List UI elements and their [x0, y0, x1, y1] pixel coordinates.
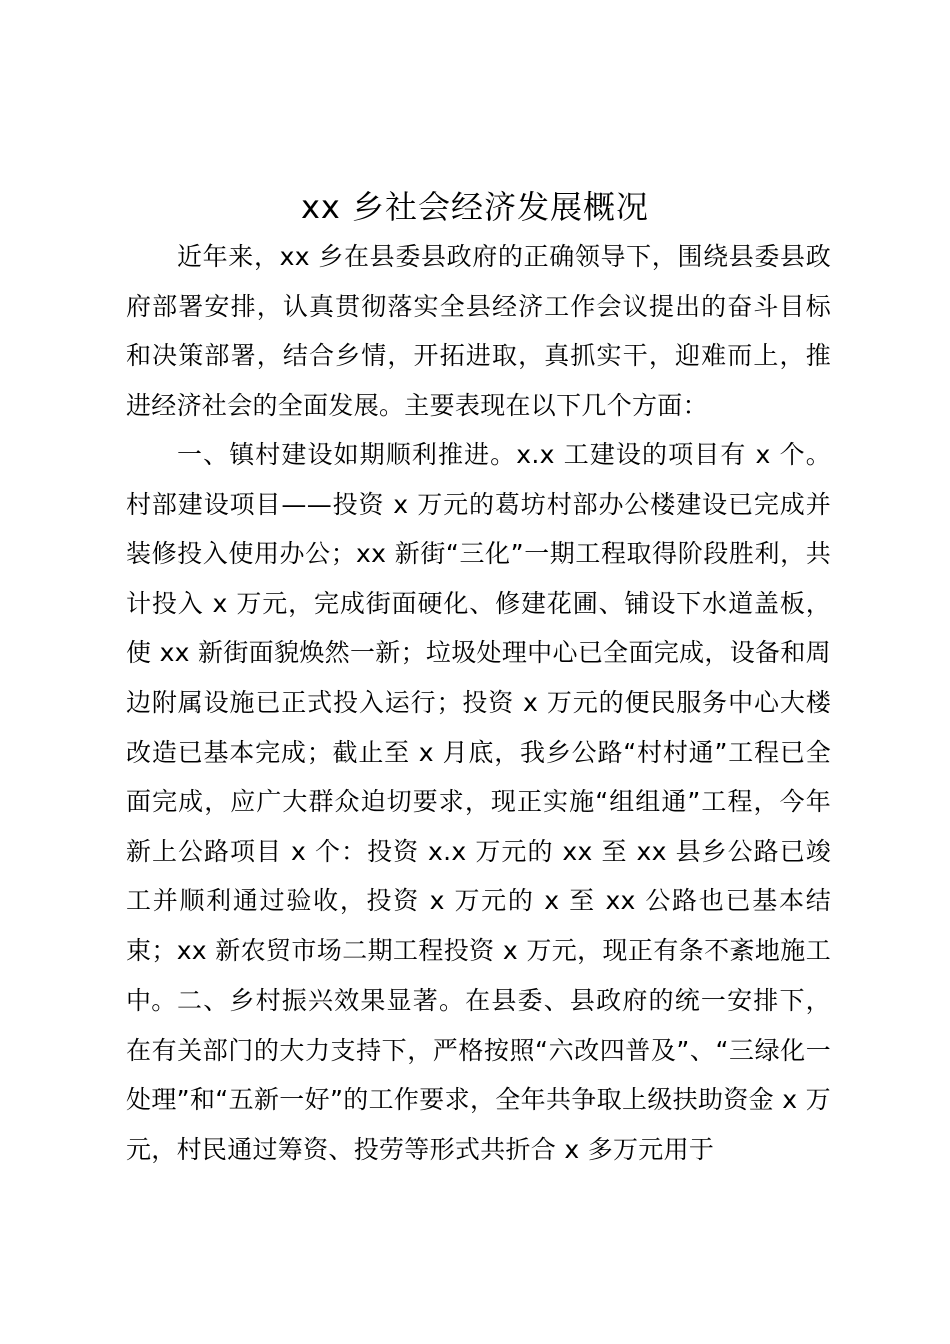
document-title: xx 乡社会经济发展概况 — [300, 188, 650, 226]
paragraph-town-village-construction: 一、镇村建设如期顺利推进。x.x 工建设的项目有 x 个。村部建设项目——投资 x 万元的葛坊村部办公楼建设已完成并装修投入使用办公；xx 新街“三化”一期工程取得阶段胜利，共计投入 x 万元，完成街面硬化、修建花圃、铺设下水道盖板，使 xx 新街面貌焕然一新；垃圾处理中心已全面完成，设备和周边附属设施已正式投入运行；投资 x 万元的便民服务中心大楼改造已基本完成；截止至 x 月底，我乡公路“村村通”工程已全面完成，应广大群众迫切要求，现正实施“组组通”工程，今年新上公路项目 x 个：投资 x.x 万元的 xx 至 xx 县乡公路已竣工并顺利通过验收，投资 x 万元的 x 至 xx 公路也已基本结束；xx 新农贸市场二期工程投资 x 万元，现正有条不紊地施工中。 — [126, 440, 831, 1015]
paragraph-rural-revitalization: 二、乡村振兴效果显著。在县委、县政府的统一安排下，在有关部门的大力支持下，严格按照“六改四普及”、“三绿化一处理”和“五新一好”的工作要求，全年共争取上级扶助资金 x 万元，村民通过筹资、投劳等形式共折合 x 多万元用于 — [126, 986, 831, 1164]
paragraph-intro: 近年来，xx 乡在县委县政府的正确领导下，围绕县委县政府部署安排，认真贯彻落实全县经济工作会议提出的奋斗目标和决策部署，结合乡情，开拓进取，真抓实干，迎难而上，推进经济社会的全面发展。主要表现在以下几个方面： — [126, 242, 831, 420]
